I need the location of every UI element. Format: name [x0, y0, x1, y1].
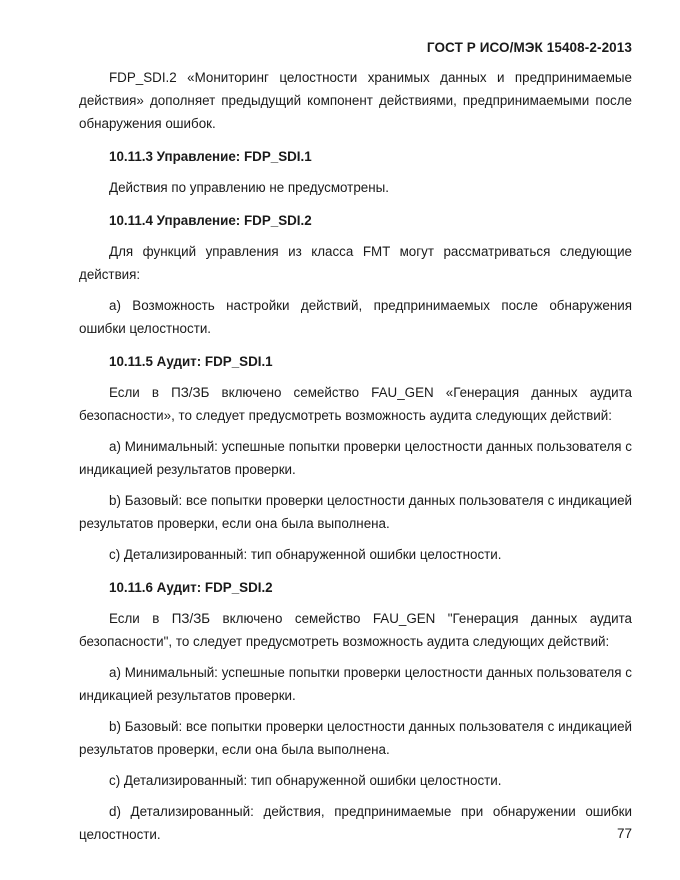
list-item-audit2-d: d) Детализированный: действия, предпринимаемые при обнаружении ошибки целостности.	[79, 804, 632, 842]
paragraph-sdi2-intro: FDP_SDI.2 «Мониторинг целостности хранимых данных и предпринимаемые действия» дополняет предыдущий компонент действиями, предпринимаемыми после обнаружения ошибок.	[79, 70, 632, 131]
section-heading-10-11-3: 10.11.3 Управление: FDP_SDI.1	[109, 149, 312, 164]
list-item-management-a: a) Возможность настройки действий, предпринимаемых после обнаружения ошибки целостности.	[79, 298, 632, 336]
list-item-audit2-a: a) Минимальный: успешные попытки проверки целостности данных пользователя с индикацией результатов проверки.	[79, 665, 632, 703]
list-item-audit1-a: a) Минимальный: успешные попытки проверки целостности данных пользователя с индикацией результатов проверки.	[79, 439, 632, 477]
paragraph-management-sdi1: Действия по управлению не предусмотрены.	[109, 180, 389, 195]
page-content	[79, 66, 632, 854]
list-item-audit1-b: b) Базовый: все попытки проверки целостности данных пользователя с индикацией результатов проверки, если она была выполнена.	[79, 493, 632, 531]
section-heading-10-11-6: 10.11.6 Аудит: FDP_SDI.2	[109, 580, 273, 595]
paragraph-audit-sdi1: Если в ПЗ/ЗБ включено семейство FAU_GEN «Генерация данных аудита безопасности», то следует предусмотреть возможность аудита следующих действий:	[79, 385, 632, 423]
list-item-audit1-c: c) Детализированный: тип обнаруженной ошибки целостности.	[109, 547, 502, 562]
section-heading-10-11-5: 10.11.5 Аудит: FDP_SDI.1	[109, 354, 273, 369]
standard-header: ГОСТ Р ИСО/МЭК 15408-2-2013	[426, 40, 632, 55]
list-item-audit2-b: b) Базовый: все попытки проверки целостности данных пользователя с индикацией результатов проверки, если она была выполнена.	[79, 719, 632, 757]
list-item-audit2-c: c) Детализированный: тип обнаруженной ошибки целостности.	[109, 773, 502, 788]
section-heading-10-11-4: 10.11.4 Управление: FDP_SDI.2	[109, 213, 312, 228]
paragraph-audit-sdi2: Если в ПЗ/ЗБ включено семейство FAU_GEN "Генерация данных аудита безопасности", то следует предусмотреть возможность аудита следующих действий:	[79, 611, 632, 649]
page-number: 77	[616, 826, 632, 841]
paragraph-management-sdi2: Для функций управления из класса FMT могут рассматриваться следующие действия:	[79, 244, 632, 282]
